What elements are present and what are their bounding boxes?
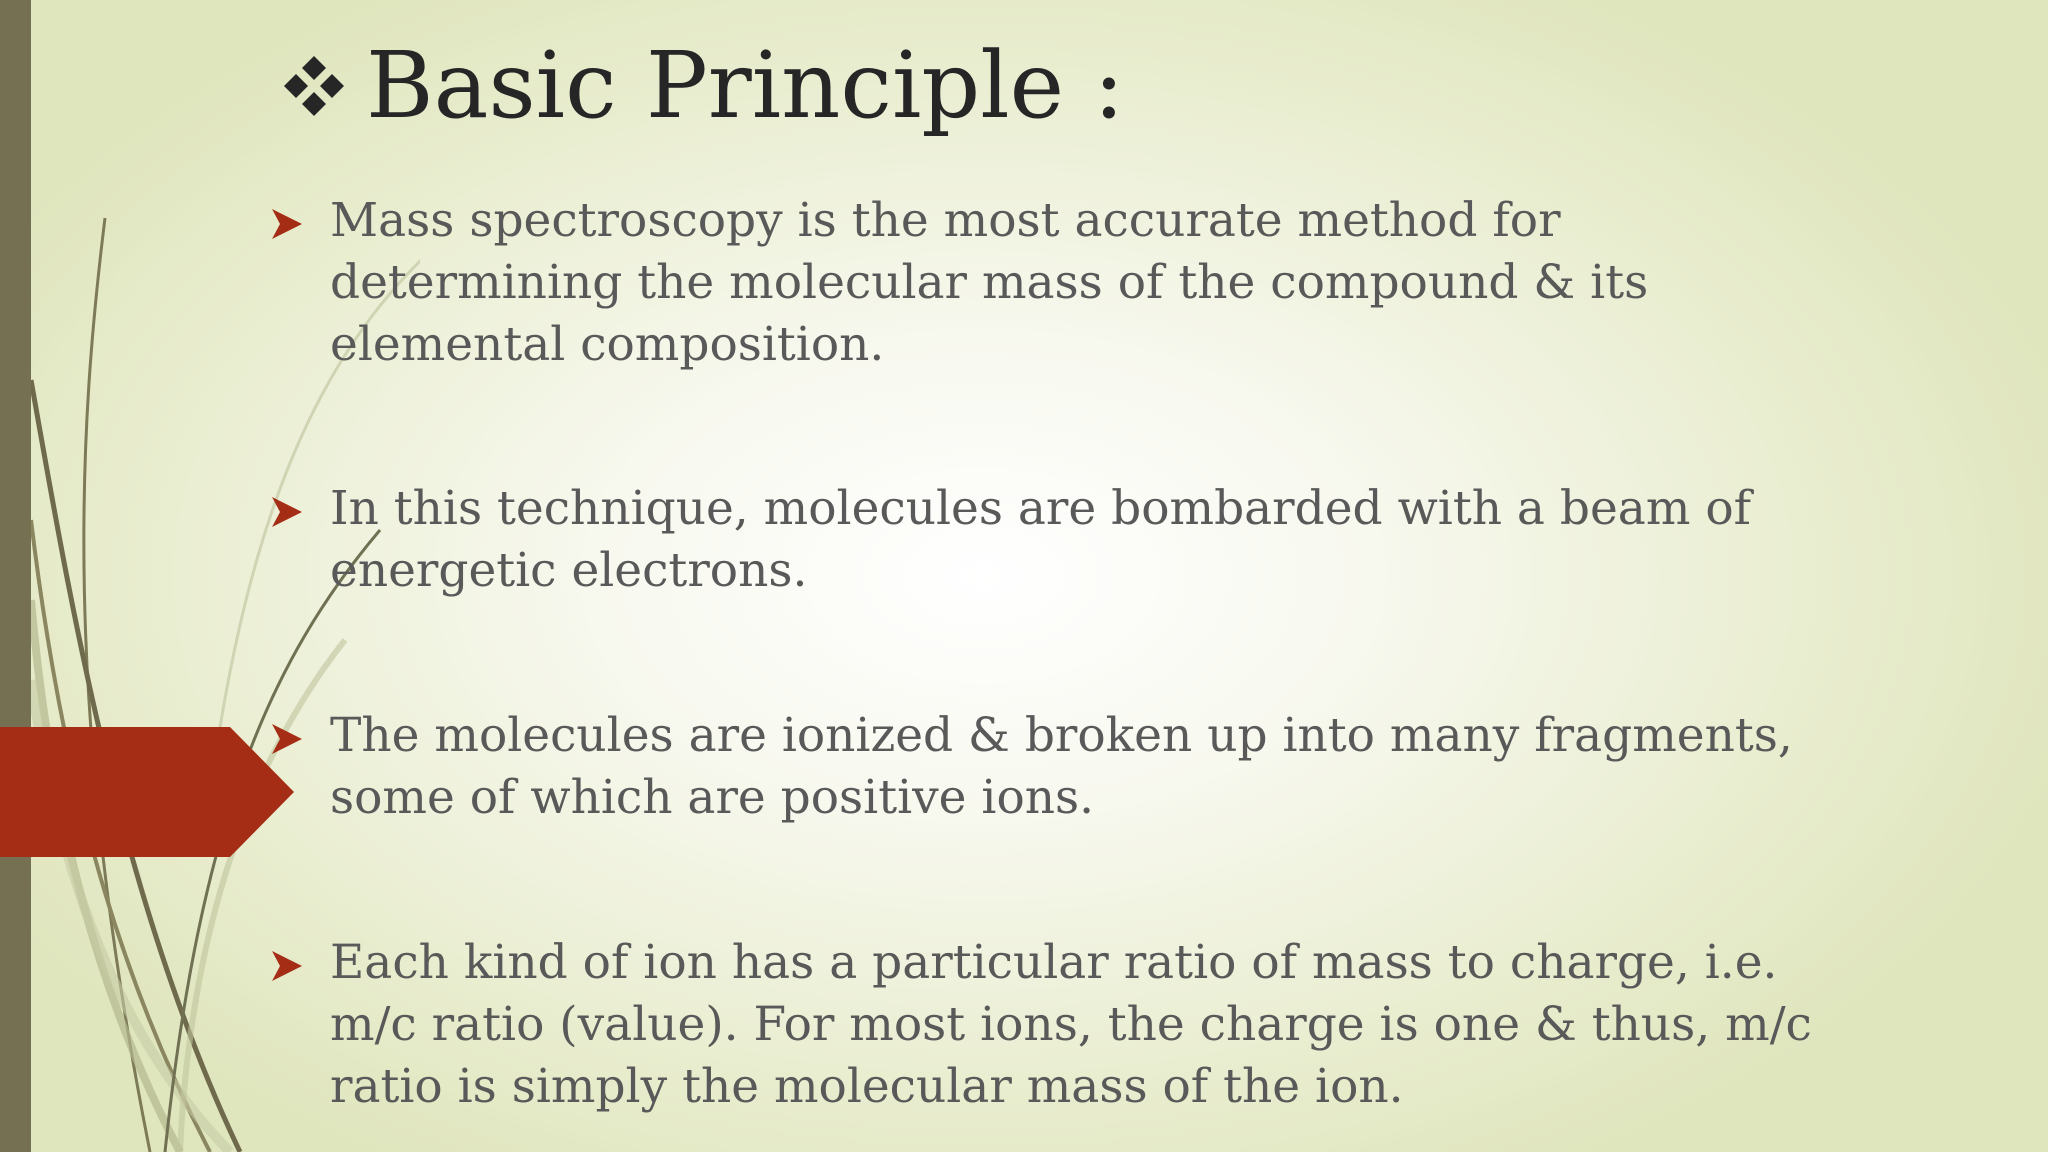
- arrow-head-bullet-icon: [270, 495, 304, 529]
- bullet-text: The molecules are ionized & broken up into many fragments, some of which are positive ions.: [330, 708, 1793, 825]
- red-arrow-tab: [0, 0, 300, 1152]
- bullet-text: Mass spectroscopy is the most accurate method for determining the molecular mass of the compound & its elemental composition.: [330, 193, 1649, 372]
- slide-title: [278, 30, 1124, 142]
- bullet-item: [270, 705, 1830, 829]
- bullet-text: Each kind of ion has a particular ratio of mass to charge, i.e. m/c ratio (value). For most ions, the charge is one & thus, m/c ratio is simply the molecular mass of the ion.: [330, 935, 1812, 1114]
- bullet-item: [270, 190, 1830, 376]
- arrow-head-bullet-icon: [270, 949, 304, 983]
- bullet-item: [270, 478, 1830, 602]
- four-diamonds-bullet-icon: [278, 50, 350, 122]
- arrow-head-bullet-icon: [270, 722, 304, 756]
- bullet-text: In this technique, molecules are bombarded with a beam of energetic electrons.: [330, 481, 1752, 598]
- arrow-head-bullet-icon: [270, 207, 304, 241]
- bullet-item: [270, 932, 1830, 1118]
- slide-title-text: Basic Principle :: [366, 32, 1125, 139]
